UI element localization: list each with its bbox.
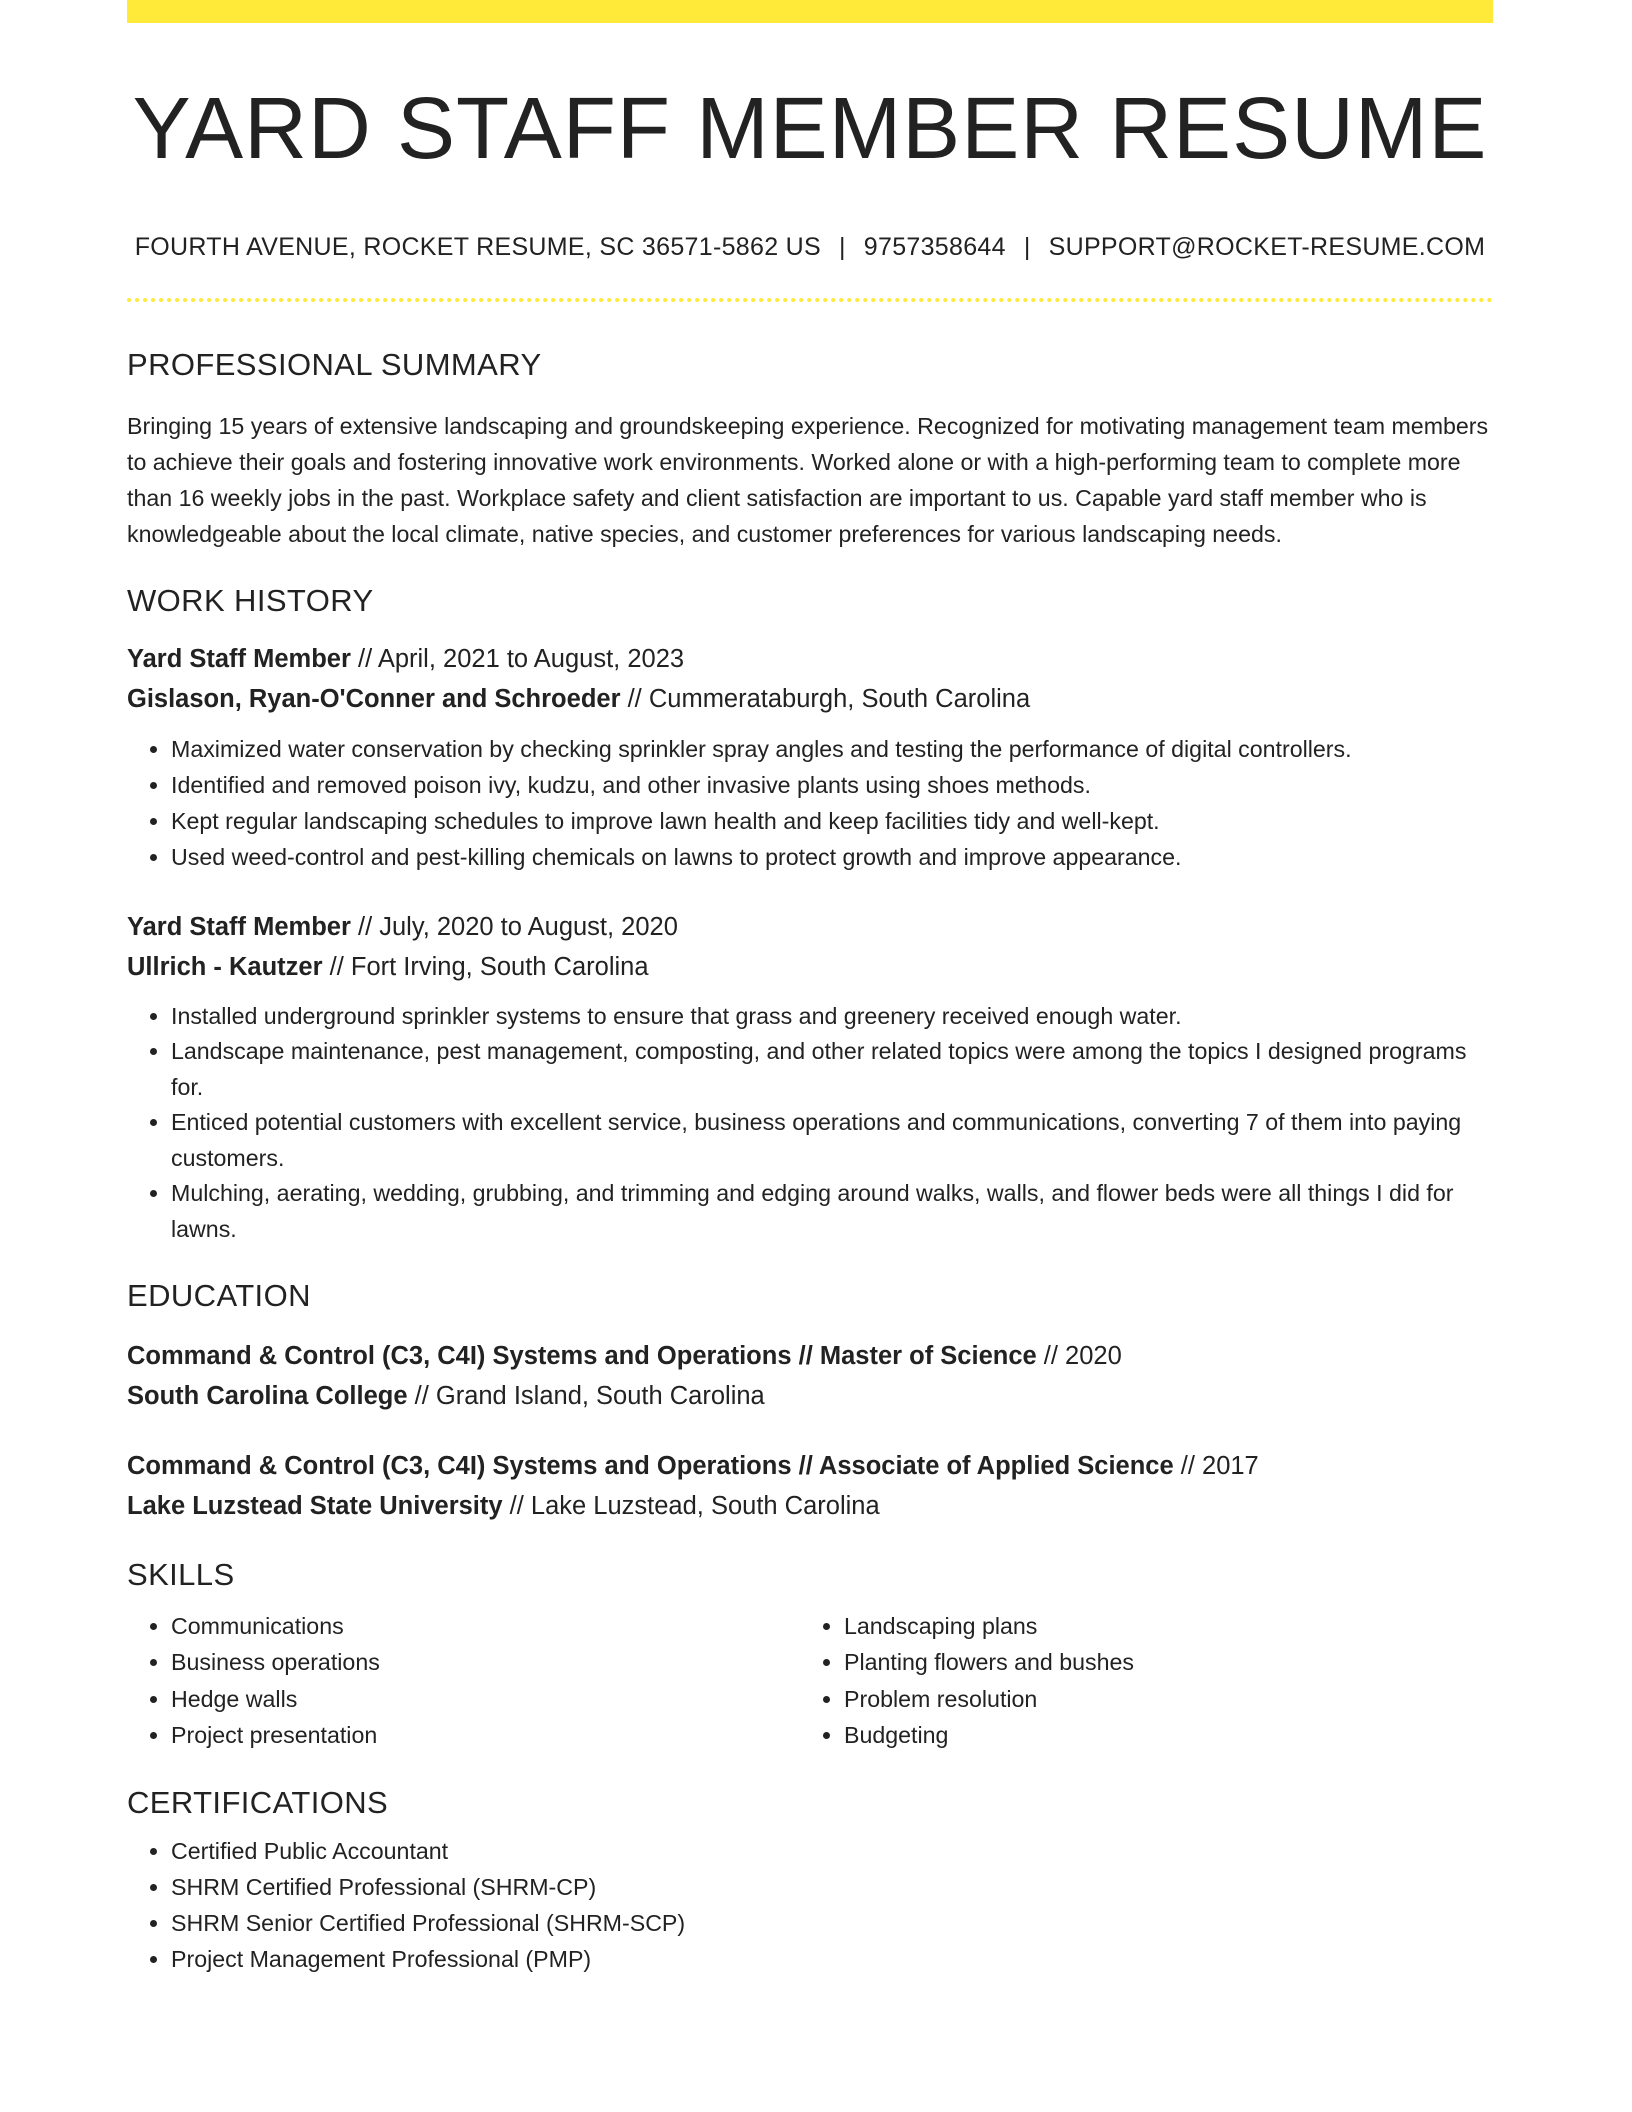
skills-grid	[127, 1608, 1493, 1754]
job-employer: Ullrich - Kautzer	[127, 952, 323, 981]
certification-item: • Certified Public Accountant	[171, 1833, 1493, 1869]
skills-column-left	[127, 1608, 800, 1754]
job-employer-line	[127, 679, 1493, 719]
job-title-line	[127, 907, 1493, 947]
job-employer-line	[127, 947, 1493, 987]
section-heading-summary: PROFESSIONAL SUMMARY	[127, 347, 542, 383]
job-title: Yard Staff Member	[127, 912, 351, 941]
contact-separator: |	[1023, 233, 1031, 262]
skill-item: • Communications	[171, 1608, 800, 1645]
accent-top-bar	[127, 0, 1493, 23]
job-employer: Gislason, Ryan-O'Conner and Schroeder	[127, 684, 621, 713]
education-degree: Command & Control (C3, C4I) Systems and Operations // Master of Science	[127, 1342, 1037, 1371]
list-item: • Mulching, aerating, wedding, grubbing, and trimming and edging around walks, walls, and flower beds were all things I did for lawns.	[171, 1176, 1493, 1247]
job-title-line	[127, 639, 1493, 679]
list-item: • Enticed potential customers with excellent service, business operations and communications, converting 7 of them into paying customers.	[171, 1105, 1493, 1176]
contact-email: SUPPORT@ROCKET-RESUME.COM	[1048, 233, 1486, 262]
skill-item: • Budgeting	[844, 1717, 1473, 1754]
education-school-line	[127, 1376, 1493, 1416]
list-item: • Landscape maintenance, pest management, composting, and other related topics were among the topics I designed programs for.	[171, 1034, 1493, 1105]
dotted-divider	[127, 298, 1493, 302]
skill-item: • Planting flowers and bushes	[844, 1644, 1473, 1681]
education-year: // 2017	[1173, 1452, 1259, 1481]
certifications-list	[127, 1833, 1493, 1977]
job-title: Yard Staff Member	[127, 644, 351, 673]
education-degree-line	[127, 1336, 1493, 1376]
job-location: // Fort Irving, South Carolina	[322, 952, 649, 981]
education-school: South Carolina College	[127, 1382, 408, 1411]
education-location: // Grand Island, South Carolina	[407, 1382, 765, 1411]
contact-phone: 9757358644	[863, 233, 1006, 262]
list-item: • Identified and removed poison ivy, kudzu, and other invasive plants using shoes methods.	[171, 767, 1493, 803]
job-dates: // April, 2021 to August, 2023	[350, 644, 685, 673]
education-entry	[127, 1446, 1493, 1526]
skill-item: • Project presentation	[171, 1717, 800, 1754]
education-school: Lake Luzstead State University	[127, 1492, 503, 1521]
skill-item: • Landscaping plans	[844, 1608, 1473, 1645]
summary-paragraph: Bringing 15 years of extensive landscaping and groundskeeping experience. Recognized for motivating management team members to achieve their goals and fostering innovative work environments. Worked alone or with a high-performing team to complete more than 16 weekly jobs in the past. Workplace safety and client satisfaction are important to us. Capable yard staff member who is knowledgeable about the local climate, native species, and customer preferences for various landscaping needs.	[127, 412, 1489, 547]
education-school-line	[127, 1486, 1493, 1526]
contact-address: FOURTH AVENUE, ROCKET RESUME, SC 36571-5862 US	[134, 233, 821, 262]
job-entry	[127, 639, 1493, 875]
job-bullet-list	[127, 999, 1493, 1248]
skills-column-right	[800, 1608, 1473, 1754]
certification-item: • SHRM Certified Professional (SHRM-CP)	[171, 1869, 1493, 1905]
education-location: // Lake Luzstead, South Carolina	[502, 1492, 880, 1521]
section-heading-education: EDUCATION	[127, 1278, 311, 1314]
job-location: // Cummerataburgh, South Carolina	[620, 684, 1031, 713]
list-item: • Installed underground sprinkler systems to ensure that grass and greenery received enough water.	[171, 999, 1493, 1035]
list-item: • Used weed-control and pest-killing chemicals on lawns to protect growth and improve appearance.	[171, 839, 1493, 875]
resume-title: YARD STAFF MEMBER RESUME	[132, 80, 1488, 177]
section-heading-skills: SKILLS	[127, 1557, 235, 1593]
job-bullet-list	[127, 731, 1493, 875]
skill-item: • Business operations	[171, 1644, 800, 1681]
section-heading-certifications: CERTIFICATIONS	[127, 1784, 389, 1820]
skill-item: • Hedge walls	[171, 1681, 800, 1718]
section-heading-work-history: WORK HISTORY	[127, 582, 374, 618]
job-dates: // July, 2020 to August, 2020	[350, 912, 678, 941]
contact-separator: |	[838, 233, 846, 262]
education-degree-line	[127, 1446, 1493, 1486]
education-year: // 2020	[1036, 1342, 1122, 1371]
skill-item: • Problem resolution	[844, 1681, 1473, 1718]
resume-page	[127, 0, 1493, 1977]
list-item: • Maximized water conservation by checking sprinkler spray angles and testing the performance of digital controllers.	[171, 731, 1493, 767]
job-entry	[127, 907, 1493, 1248]
education-degree: Command & Control (C3, C4I) Systems and Operations // Associate of Applied Science	[127, 1452, 1174, 1481]
certification-item: • SHRM Senior Certified Professional (SHRM-SCP)	[171, 1905, 1493, 1941]
certification-item: • Project Management Professional (PMP)	[171, 1941, 1493, 1977]
education-entry	[127, 1336, 1493, 1416]
list-item: • Kept regular landscaping schedules to improve lawn health and keep facilities tidy and well-kept.	[171, 803, 1493, 839]
contact-line	[127, 232, 1493, 262]
